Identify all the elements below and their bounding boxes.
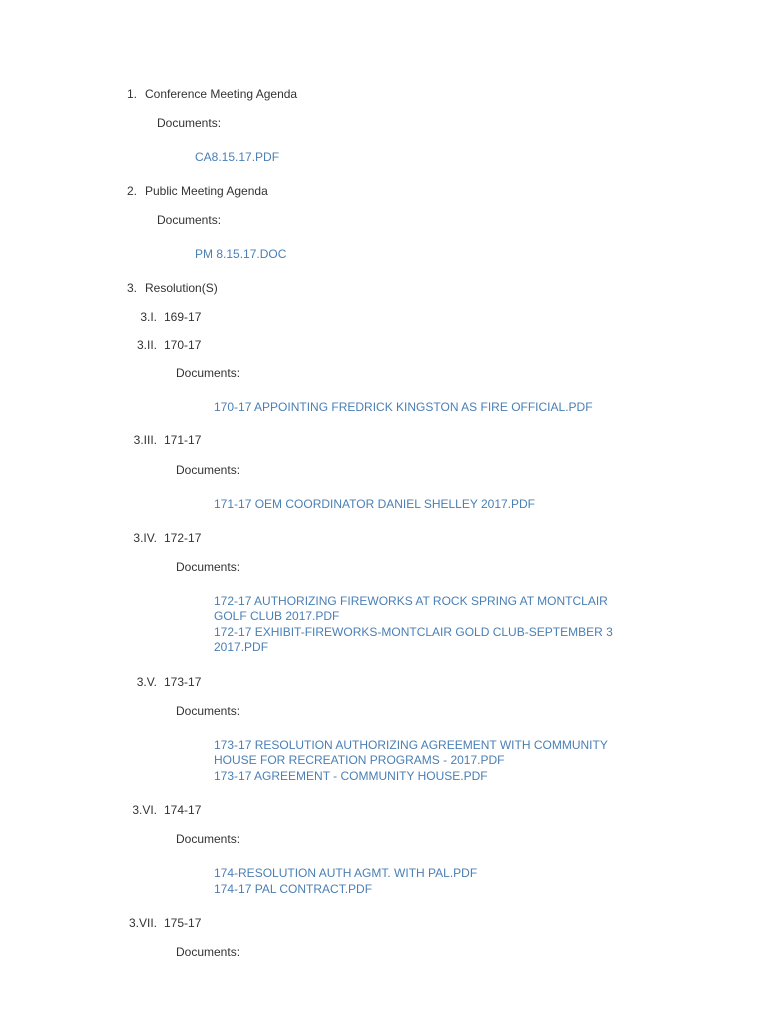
sub-item-title: 175-17: [164, 916, 202, 930]
documents-label: Documents:: [176, 704, 241, 718]
sub-item-number: 3.IV.: [133, 531, 157, 545]
sub-item-title: 173-17: [164, 675, 202, 689]
document-link[interactable]: 172-17 AUTHORIZING FIREWORKS AT ROCK SPRING AT MONTCLAIR GOLF CLUB 2017.PDF: [214, 594, 608, 623]
document-link[interactable]: 172-17 EXHIBIT-FIREWORKS-MONTCLAIR GOLD CLUB-SEPTEMBER 3 2017.PDF: [214, 625, 613, 654]
sub-item-number: 3.VI.: [132, 803, 157, 817]
document-link[interactable]: 174-RESOLUTION AUTH AGMT. WITH PAL.PDF: [214, 866, 478, 880]
sub-item-number: 3.VII.: [128, 916, 157, 930]
documents-label: Documents:: [176, 463, 241, 477]
item-number: 2.: [126, 184, 137, 198]
document-link[interactable]: 174-17 PAL CONTRACT.PDF: [214, 882, 373, 896]
document-link[interactable]: 170-17 APPOINTING FREDRICK KINGSTON AS FIRE OFFICIAL.PDF: [214, 400, 593, 414]
documents-label: Documents:: [176, 560, 241, 574]
sub-item-number: 3.V.: [136, 675, 157, 689]
sub-item-number: 3.II.: [136, 338, 157, 352]
sub-item-title: 172-17: [164, 531, 202, 545]
sub-item-number: 3.I.: [140, 310, 157, 324]
item-number: 1.: [126, 87, 137, 101]
sub-item-number: 3.III.: [133, 433, 157, 447]
document-link[interactable]: PM 8.15.17.DOC: [195, 247, 287, 261]
item-number: 3.: [126, 281, 137, 295]
sub-item-title: 174-17: [164, 803, 202, 817]
sub-item-title: 171-17: [164, 433, 202, 447]
item-title: Resolution(S): [145, 281, 218, 295]
documents-label: Documents:: [157, 213, 222, 227]
sub-item-title: 170-17: [164, 338, 202, 352]
document-link[interactable]: CA8.15.17.PDF: [195, 150, 280, 164]
sub-item-title: 169-17: [164, 310, 202, 324]
item-title: Conference Meeting Agenda: [145, 87, 298, 101]
documents-label: Documents:: [176, 832, 241, 846]
documents-label: Documents:: [176, 366, 241, 380]
document-link[interactable]: 173-17 AGREEMENT - COMMUNITY HOUSE.PDF: [214, 769, 488, 783]
document-link[interactable]: 173-17 RESOLUTION AUTHORIZING AGREEMENT WITH COMMUNITY HOUSE FOR RECREATION PROGRAMS - 2017.PDF: [214, 738, 608, 767]
item-title: Public Meeting Agenda: [145, 184, 268, 198]
documents-label: Documents:: [157, 116, 222, 130]
documents-label: Documents:: [176, 945, 241, 959]
document-link[interactable]: 171-17 OEM COORDINATOR DANIEL SHELLEY 2017.PDF: [214, 497, 536, 511]
